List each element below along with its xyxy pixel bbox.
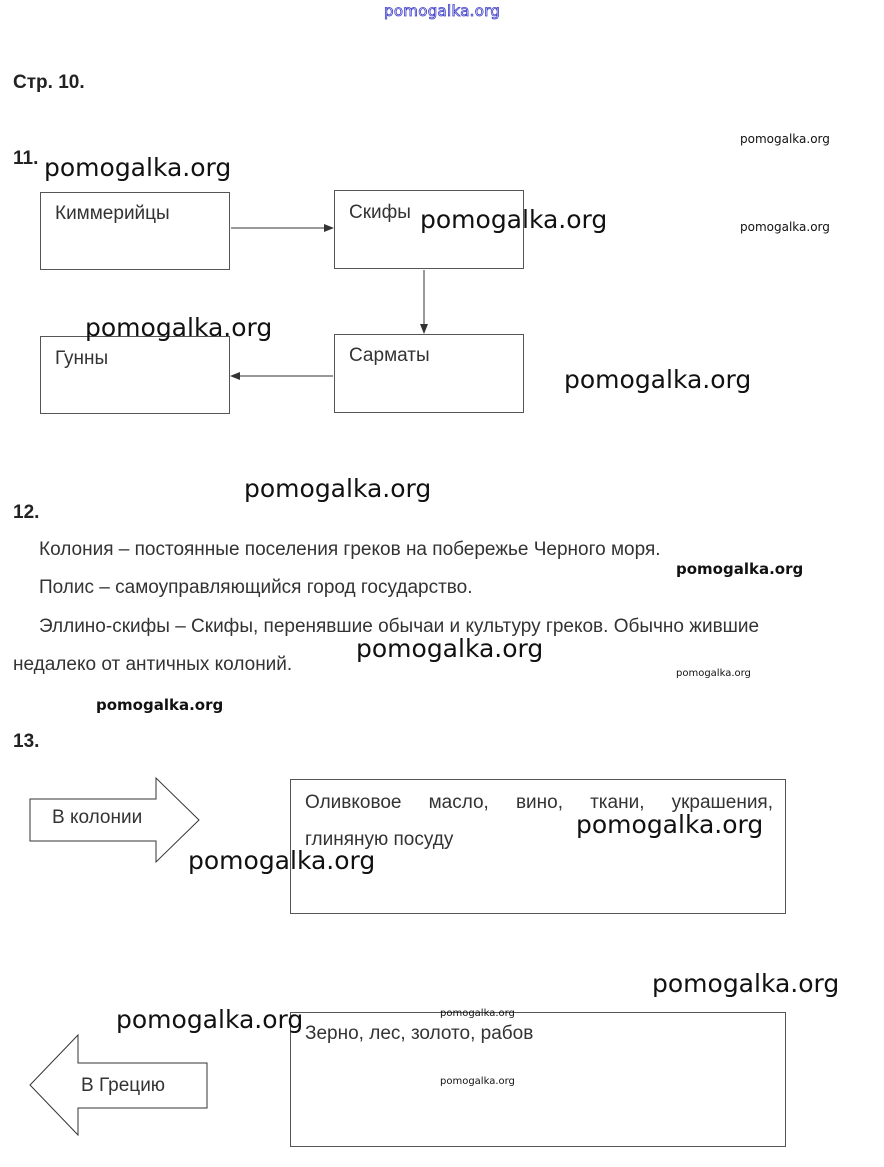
site-watermark-header: pomogalka.org	[384, 2, 501, 20]
watermark: pomogalka.org	[44, 153, 232, 182]
watermark: pomogalka.org	[440, 1076, 515, 1087]
box-goods-to-greece	[290, 1012, 786, 1147]
watermark: pomogalka.org	[576, 810, 764, 839]
box-skify-label: Скифы	[349, 202, 411, 223]
watermark: pomogalka.org	[244, 474, 432, 503]
watermark: pomogalka.org	[740, 220, 830, 234]
box-kimmeriytsy-label: Киммерийцы	[55, 203, 170, 224]
task-12-number: 12.	[13, 502, 40, 523]
goods-to-colonies-line1: Оливковое масло, вино, ткани, украшения,	[305, 792, 773, 813]
watermark: pomogalka.org	[676, 668, 751, 679]
watermark: pomogalka.org	[85, 313, 273, 342]
watermark: pomogalka.org	[564, 365, 752, 394]
watermark: pomogalka.org	[652, 969, 840, 998]
watermark: pomogalka.org	[420, 205, 608, 234]
watermark: pomogalka.org	[440, 1008, 515, 1019]
watermark: pomogalka.org	[188, 846, 376, 875]
box-sarmaty-label: Сарматы	[349, 345, 430, 366]
task-11-number: 11.	[13, 148, 39, 169]
goods-to-greece-text: Зерно, лес, золото, рабов	[305, 1023, 534, 1044]
page-label: Стр. 10.	[13, 72, 85, 93]
box-goonny-label: Гунны	[55, 348, 109, 369]
watermark: pomogalka.org	[740, 132, 830, 146]
task-13-number: 13.	[13, 731, 40, 752]
arrow-to-greece-label: В Грецию	[81, 1075, 166, 1096]
watermark: pomogalka.org	[356, 634, 544, 663]
definition-colony: Колония – постоянные поселения греков на побережье Черного моря.	[39, 539, 661, 560]
definition-ellino-skify-continued: недалеко от античных колоний.	[13, 654, 293, 675]
watermark: pomogalka.org	[116, 1005, 304, 1034]
watermark: pomogalka.org	[96, 696, 224, 714]
goods-to-colonies-line2: глиняную посуду	[305, 829, 454, 850]
definition-polis: Полис – самоуправляющийся город государство.	[39, 577, 473, 598]
definition-ellino-skify: Эллино-скифы – Скифы, перенявшие обычаи и культуру греков. Обычно жившие	[39, 616, 760, 637]
arrow-to-colonies-label: В колонии	[52, 807, 143, 828]
watermark: pomogalka.org	[676, 560, 804, 578]
